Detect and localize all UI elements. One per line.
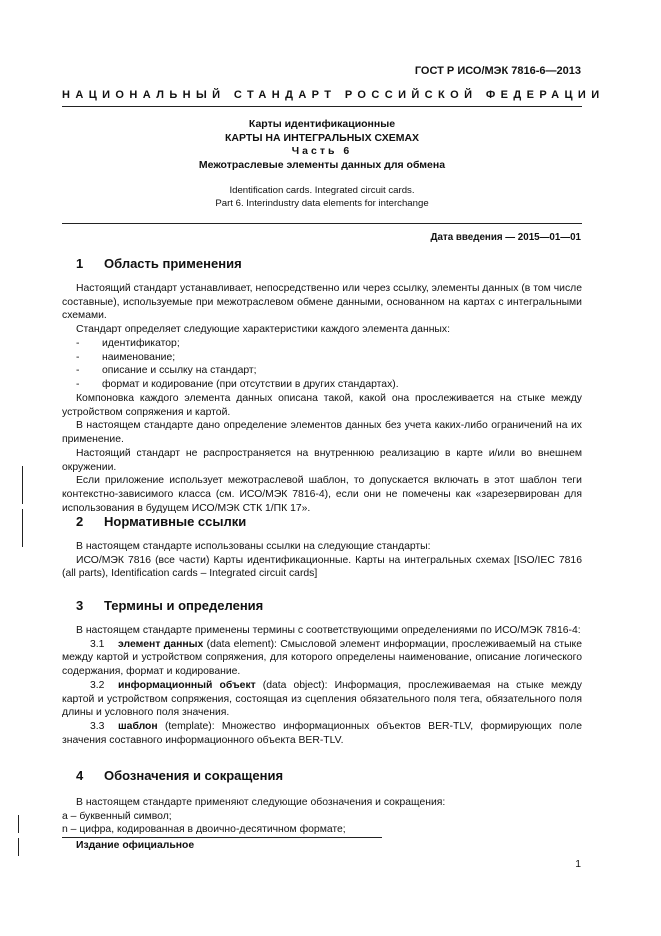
section-2-body xyxy=(62,540,582,581)
list-item xyxy=(62,351,582,365)
title-line-4: Межотраслевые элементы данных для обмена xyxy=(198,158,446,171)
change-bars xyxy=(18,815,24,833)
list-dash: - xyxy=(76,379,80,391)
paragraph: Настоящий стандарт устанавливает, непосредственно или через ссылку, элементы данных (в том числе составные), используемые при межотраслевом обмене данными, основанном на картах с интегральными схемами. xyxy=(62,283,582,322)
list-item: n – цифра, кодированная в двоично-десятичном формате; xyxy=(62,824,346,836)
term-entry xyxy=(62,679,582,720)
list-item-text: идентификатор; xyxy=(102,337,180,349)
term-definition: (template): Множество информационных объектов BER-TLV, формирующих поле значения составного информационного объекта BER-TLV. xyxy=(62,721,582,746)
section-2-heading xyxy=(76,513,246,530)
list-item xyxy=(62,337,582,351)
section-4-heading xyxy=(76,767,283,784)
section-1-body xyxy=(62,282,582,515)
term-name: информационный объект xyxy=(118,679,256,691)
paragraph: В настоящем стандарте применяют следующие обозначения и сокращения: xyxy=(76,797,446,808)
section-3-body xyxy=(62,624,582,748)
header-rule xyxy=(62,106,582,107)
paragraph: В настоящем стандарте применены термины с соответствующими определениями по ИСО/МЭК 7816-4: xyxy=(76,625,581,636)
term-entry xyxy=(62,638,582,679)
list-item xyxy=(62,378,582,392)
english-title-line-2: Part 6. Interindustry data elements for interchange xyxy=(215,197,429,209)
term-definition: (data element): Смысловой элемент информации, прослеживаемый на стыке между картой и устройством сопряжения, для которого определены наименование, описание логического содержания, формат и кодирование. xyxy=(62,638,582,678)
title-line-2: КАРТЫ НА ИНТЕГРАЛЬНЫХ СХЕМАХ xyxy=(224,131,420,144)
term-name: шаблон xyxy=(118,721,158,733)
title-rule xyxy=(62,223,582,224)
footer-rule xyxy=(62,837,382,838)
title-line-1: Карты идентификационные xyxy=(248,118,396,130)
national-standard-heading: НАЦИОНАЛЬНЫЙ СТАНДАРТ РОССИЙСКОЙ ФЕДЕРАЦИИ xyxy=(62,89,605,101)
list-dash: - xyxy=(76,365,80,377)
page-number: 1 xyxy=(575,859,581,870)
list-dash: - xyxy=(76,337,80,349)
term-name: элемент данных xyxy=(118,638,204,650)
section-title: Область применения xyxy=(104,256,242,271)
title-block xyxy=(62,118,582,210)
section-3-heading xyxy=(76,597,263,614)
list-item: a – буквенный символ; xyxy=(62,810,172,822)
paragraph: В настоящем стандарте использованы ссылки на следующие стандарты: xyxy=(76,541,431,552)
list-item xyxy=(62,364,582,378)
paragraph: Компоновка каждого элемента данных описана такой, какой она прослеживается на стыке между устройством сопряжения и картой. xyxy=(62,392,582,418)
term-number: 3.2 xyxy=(90,679,105,691)
section-number: 1 xyxy=(76,256,84,271)
title-part: Часть 6 xyxy=(291,145,353,158)
paragraph: Настоящий стандарт не распространяется на внутреннюю реализацию в карте и/или во внешнем окружении. xyxy=(62,447,582,473)
introduction-date: Дата введения — 2015—01—01 xyxy=(430,232,581,243)
document-code: ГОСТ Р ИСО/МЭК 7816-6—2013 xyxy=(414,65,581,77)
section-number: 2 xyxy=(76,514,84,529)
list-dash: - xyxy=(76,351,80,363)
section-4-body xyxy=(62,796,582,837)
list-item-text: описание и ссылку на стандарт; xyxy=(102,365,257,377)
section-title: Обозначения и сокращения xyxy=(104,768,284,783)
official-edition-label: Издание официальное xyxy=(76,840,195,851)
section-number: 3 xyxy=(76,598,84,613)
list-item-text: формат и кодирование (при отсутствии в других стандартах). xyxy=(102,379,399,391)
change-bars xyxy=(22,466,28,504)
paragraph: Если приложение использует межотраслевой шаблон, то допускается включать в этот шаблон теги контекстно-зависимого класса (см. ИСО/МЭК 7816-4), если они не помечены как «зарезервирован для использования в будущем ИСО/МЭК СТК 1/ПК 17». xyxy=(62,475,582,514)
english-title-line-1: Identification cards. Integrated circuit cards. xyxy=(229,184,415,196)
section-title: Нормативные ссылки xyxy=(104,514,247,529)
term-entry xyxy=(62,720,582,747)
paragraph: ИСО/МЭК 7816 (все части) Карты идентификационные. Карты на интегральных схемах [ISO/IEC 7816 (all parts), Identification cards – Integrated circuit cards] xyxy=(62,554,582,580)
term-definition: (data object): Информация, прослеживаемая на стыке между картой и устройством сопряжения, состоящая из сцепления обязательного поля тега, обязательного поля длины и условного поля значения. xyxy=(62,679,582,719)
term-number: 3.1 xyxy=(90,638,105,650)
section-number: 4 xyxy=(76,768,84,783)
paragraph: Стандарт определяет следующие характеристики каждого элемента данных: xyxy=(76,324,450,336)
paragraph: В настоящем стандарте дано определение элементов данных без учета каких-либо ограничений на их применение. xyxy=(62,420,582,446)
list-item-text: наименование; xyxy=(102,351,176,363)
section-title: Термины и определения xyxy=(104,598,264,613)
term-number: 3.3 xyxy=(90,721,105,733)
section-1-heading xyxy=(76,255,242,272)
